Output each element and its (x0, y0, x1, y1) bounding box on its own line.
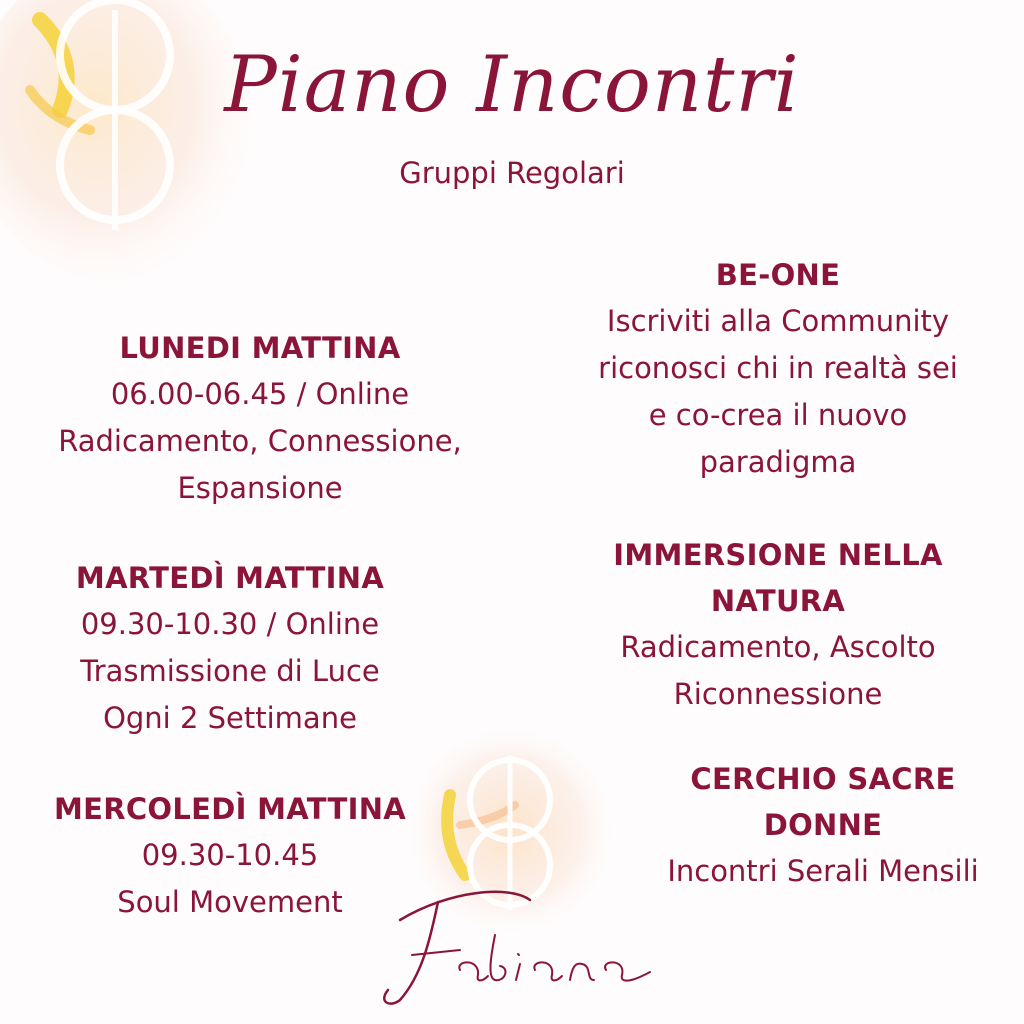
schedule-item-nature (548, 532, 1008, 718)
item-time: 09.30-10.30 / Online (80, 607, 380, 641)
page-subtitle: Gruppi Regolari (399, 156, 625, 190)
item-heading: MARTEDÌ MATTINA (75, 561, 385, 595)
signature-logo (360, 880, 680, 1010)
schedule-item-women-circle (613, 756, 1024, 895)
item-description: riconosci chi in realtà sei (598, 351, 958, 385)
item-description: e co-crea il nuovo (648, 398, 908, 432)
schedule-item-tuesday (0, 555, 460, 742)
item-description: Radicamento, Ascolto (620, 630, 936, 664)
item-description: Trasmissione di Luce (80, 654, 380, 688)
item-description: Espansione (177, 471, 343, 505)
item-heading: IMMERSIONE NELLA (613, 538, 943, 572)
item-heading: NATURA (710, 584, 846, 618)
item-description: Radicamento, Connessione, (58, 424, 462, 458)
item-description: paradigma (699, 445, 857, 479)
item-time: 09.30-10.45 (141, 838, 319, 872)
schedule-item-monday (10, 325, 510, 512)
page-title: Piano Incontri (224, 40, 800, 130)
item-description: Soul Movement (117, 885, 343, 919)
item-description: Iscriviti alla Community (606, 304, 950, 338)
item-heading: LUNEDI MATTINA (119, 331, 401, 365)
item-heading: DONNE (763, 808, 883, 842)
item-description: Ogni 2 Settimane (103, 701, 357, 735)
item-time: 06.00-06.45 / Online (110, 377, 410, 411)
item-heading: MERCOLEDÌ MATTINA (53, 792, 407, 826)
schedule-item-be-one (548, 252, 1008, 486)
item-description: Riconnessione (673, 677, 883, 711)
item-heading: CERCHIO SACRE (690, 762, 956, 796)
item-description: Incontri Serali Mensili (667, 854, 979, 888)
item-heading: BE-ONE (715, 258, 841, 292)
